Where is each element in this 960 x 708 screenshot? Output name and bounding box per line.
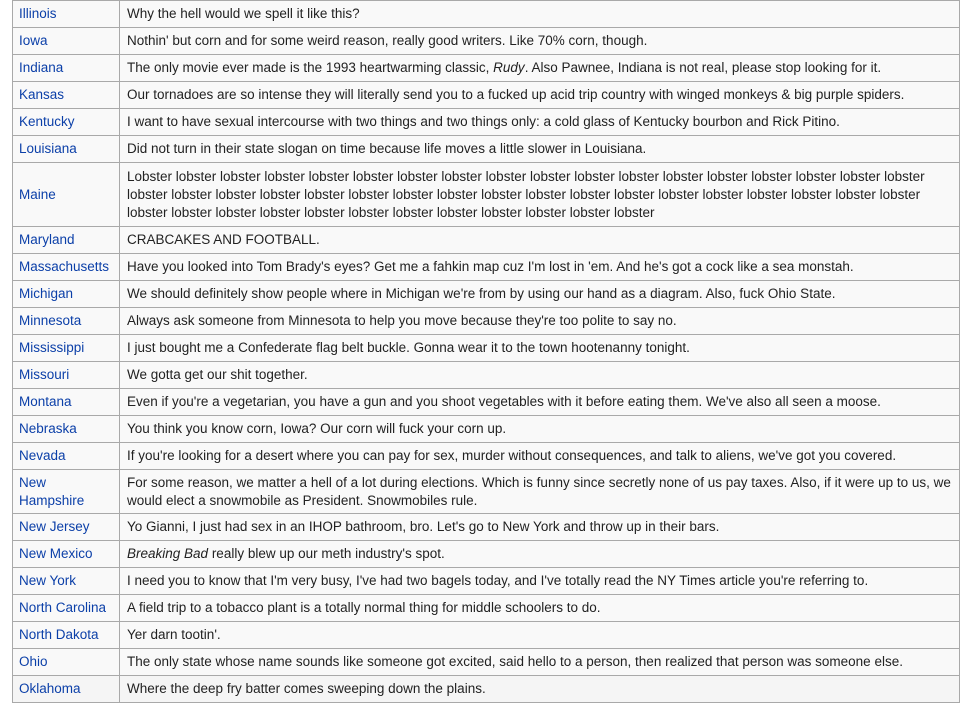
show-title: Breaking Bad [127,546,209,561]
state-link-michigan[interactable]: Michigan [19,286,74,301]
table-row [13,470,960,514]
state-link-louisiana[interactable]: Louisiana [19,141,77,156]
description-cell: We should definitely show people where in Michigan we're from by using our hand as a diagram. Also, fuck Ohio State. [120,281,960,308]
description-cell: A field trip to a tobacco plant is a totally normal thing for middle schoolers to do. [120,595,960,622]
state-link-maine[interactable]: Maine [19,186,56,202]
table-row [13,416,960,443]
state-link-new-mexico[interactable]: New Mexico [19,546,93,561]
description-cell: Yer darn tootin'. [120,622,960,649]
state-cell [13,514,120,541]
state-cell [13,622,120,649]
state-link-indiana[interactable]: Indiana [19,60,64,75]
table-row [13,1,960,28]
description-cell [120,541,960,568]
state-cell [13,227,120,254]
state-cell [13,443,120,470]
description-cell: Our tornadoes are so intense they will literally send you to a fucked up acid trip country with winged monkeys & big purple spiders. [120,82,960,109]
table-row [13,649,960,676]
table-row [13,362,960,389]
table-row [13,136,960,163]
table-row [13,281,960,308]
table-row [13,335,960,362]
state-cell [13,82,120,109]
description-cell: I need you to know that I'm very busy, I've had two bagels today, and I've totally read the NY Times article you're referring to. [120,568,960,595]
table-row [13,308,960,335]
table-row [13,595,960,622]
state-cell [13,109,120,136]
description-cell: Nothin' but corn and for some weird reason, really good writers. Like 70% corn, though. [120,28,960,55]
table-row [13,254,960,281]
state-link-minnesota[interactable]: Minnesota [19,313,82,328]
table-row [13,541,960,568]
states-table [12,0,960,703]
description-text: really blew up our meth industry's spot. [208,546,445,561]
description-cell: Even if you're a vegetarian, you have a gun and you shoot vegetables with it before eating them. We've also all seen a moose. [120,389,960,416]
description-cell: I want to have sexual intercourse with two things and two things only: a cold glass of Kentucky bourbon and Rick Pitino. [120,109,960,136]
state-link-nebraska[interactable]: Nebraska [19,421,77,436]
description-cell: Did not turn in their state slogan on time because life moves a little slower in Louisiana. [120,136,960,163]
description-cell: Yo Gianni, I just had sex in an IHOP bathroom, bro. Let's go to New York and throw up in their bars. [120,514,960,541]
state-cell [13,568,120,595]
state-link-kansas[interactable]: Kansas [19,87,65,102]
description-cell: I just bought me a Confederate flag belt buckle. Gonna wear it to the town hootenanny tonight. [120,335,960,362]
table-row [13,622,960,649]
table-row [13,443,960,470]
table-row [13,163,960,227]
table-row [13,389,960,416]
movie-title: Rudy [493,60,525,75]
state-cell [13,28,120,55]
table-row [13,109,960,136]
state-cell [13,136,120,163]
state-link-montana[interactable]: Montana [19,394,72,409]
table-row [13,676,960,703]
state-cell [13,676,120,703]
state-link-oklahoma[interactable]: Oklahoma [19,681,81,696]
table-row [13,568,960,595]
state-cell [13,416,120,443]
state-link-massachusetts[interactable]: Massachusetts [19,259,110,274]
state-cell [13,163,120,227]
table-row [13,227,960,254]
state-link-illinois[interactable]: Illinois [19,6,57,21]
state-cell [13,649,120,676]
state-cell [13,470,120,514]
state-link-north-dakota[interactable]: North Dakota [19,627,99,642]
state-link-new-jersey[interactable]: New Jersey [19,519,90,534]
state-link-north-carolina[interactable]: North Carolina [19,600,107,615]
state-link-ohio[interactable]: Ohio [19,654,48,669]
state-link-new-york[interactable]: New York [19,573,77,588]
state-cell [13,541,120,568]
description-cell: The only state whose name sounds like someone got excited, said hello to a person, then realized that person was someone else. [120,649,960,676]
description-cell: If you're looking for a desert where you can pay for sex, murder without consequences, and talk to aliens, we've got you covered. [120,443,960,470]
state-cell [13,308,120,335]
table-row [13,28,960,55]
state-cell [13,1,120,28]
state-link-iowa[interactable]: Iowa [19,33,48,48]
state-cell [13,55,120,82]
table-row [13,514,960,541]
description-cell: For some reason, we matter a hell of a lot during elections. Which is funny since secretly none of us pay taxes. Also, if it were up to us, we would elect a snowmobile as President. Snowmobiles rule. [120,470,960,514]
state-cell [13,335,120,362]
description-cell [120,55,960,82]
state-cell [13,389,120,416]
description-cell: Lobster lobster lobster lobster lobster lobster lobster lobster lobster lobster lobster lobster lobster lobster lobster lobster lobster lobster lobster lobster lobster lobster lobster lobster lobster lobster lobster lobster lobster lobster lobster lobster lobster lobster lobster lobster lobster lobster lobster lobster lobster lobster lobster lobster lobster lobster lobster lobster [120,163,960,227]
description-cell: You think you know corn, Iowa? Our corn will fuck your corn up. [120,416,960,443]
state-link-kentucky[interactable]: Kentucky [19,114,75,129]
table-row [13,55,960,82]
description-cell: Have you looked into Tom Brady's eyes? Get me a fahkin map cuz I'm lost in 'em. And he's got a cock like a sea monstah. [120,254,960,281]
description-cell: Why the hell would we spell it like this? [120,1,960,28]
description-cell: Always ask someone from Minnesota to help you move because they're too polite to say no. [120,308,960,335]
description-text: . Also Pawnee, Indiana is not real, please stop looking for it. [524,60,882,75]
description-text: The only movie ever made is the 1993 heartwarming classic, [127,60,494,75]
state-cell [13,254,120,281]
state-link-mississippi[interactable]: Mississippi [19,340,85,355]
state-cell [13,362,120,389]
state-cell [13,595,120,622]
state-link-maryland[interactable]: Maryland [19,232,75,247]
table-row [13,82,960,109]
state-cell [13,281,120,308]
state-link-missouri[interactable]: Missouri [19,367,70,382]
description-cell: We gotta get our shit together. [120,362,960,389]
description-cell: CRABCAKES AND FOOTBALL. [120,227,960,254]
state-link-nevada[interactable]: Nevada [19,448,66,463]
description-cell: Where the deep fry batter comes sweeping down the plains. [120,676,960,703]
state-link-new-hampshire[interactable]: New Hampshire [19,474,85,508]
